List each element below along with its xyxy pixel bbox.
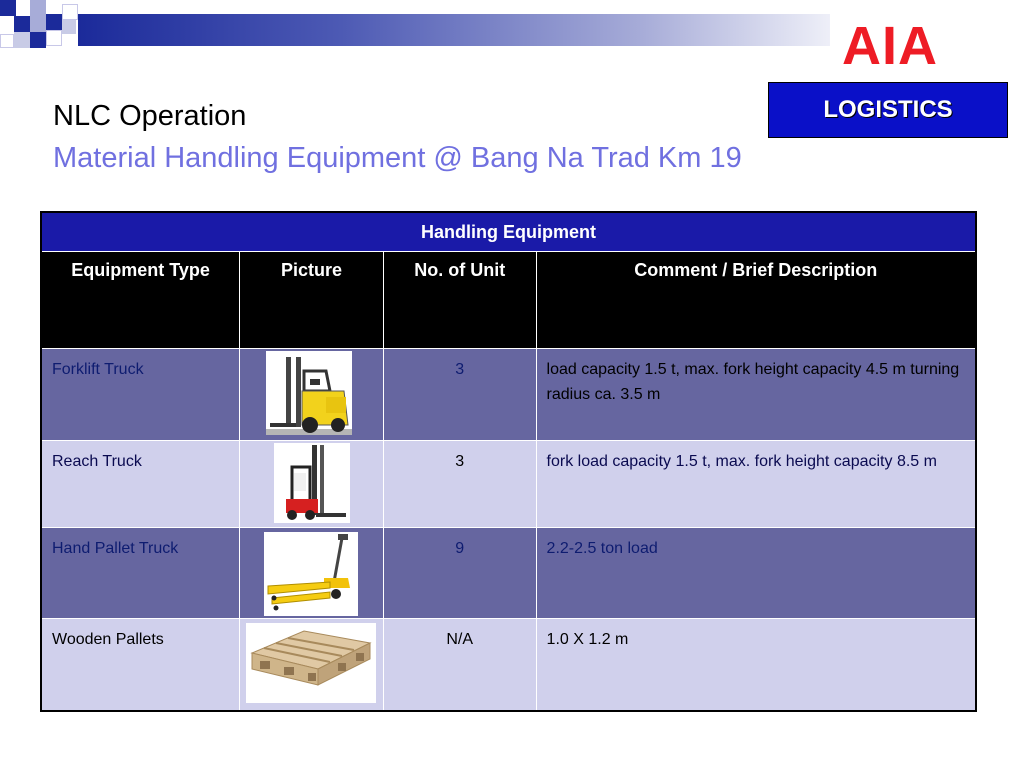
forklift-icon [266, 351, 352, 435]
top-gradient-bar [78, 14, 830, 46]
equipment-type: Reach Truck [41, 441, 240, 528]
column-header-type: Equipment Type [41, 252, 240, 349]
table-caption-row [41, 212, 976, 252]
unit-count: 3 [383, 349, 536, 441]
logo-brand: AIA [842, 16, 938, 76]
table-row [41, 528, 976, 619]
column-header-comment: Comment / Brief Description [536, 252, 976, 349]
hand-pallet-truck-icon [264, 532, 358, 616]
unit-count: 3 [383, 441, 536, 528]
equipment-comment: 2.2-2.5 ton load [536, 528, 976, 619]
unit-count: 9 [383, 528, 536, 619]
equipment-comment: load capacity 1.5 t, max. fork height capacity 4.5 m turning radius ca. 3.5 m [536, 349, 976, 441]
page-subtitle: Material Handling Equipment @ Bang Na Trad Km 19 [53, 142, 742, 174]
table-row [41, 619, 976, 711]
equipment-type: Hand Pallet Truck [41, 528, 240, 619]
table-row [41, 349, 976, 441]
equipment-picture [240, 441, 384, 528]
table-caption: Handling Equipment [41, 212, 976, 252]
page-title: NLC Operation [53, 100, 247, 132]
equipment-table [40, 211, 977, 712]
equipment-type: Forklift Truck [41, 349, 240, 441]
unit-count: N/A [383, 619, 536, 711]
equipment-comment: 1.0 X 1.2 m [536, 619, 976, 711]
wooden-pallet-icon [246, 623, 376, 703]
equipment-picture [240, 528, 384, 619]
logo-tagline: LOGISTICS [768, 82, 1008, 138]
reach-truck-icon [274, 443, 350, 523]
equipment-picture [240, 349, 384, 441]
table-header-row [41, 252, 976, 349]
equipment-type: Wooden Pallets [41, 619, 240, 711]
table-row [41, 441, 976, 528]
column-header-units: No. of Unit [383, 252, 536, 349]
equipment-picture [240, 619, 384, 711]
equipment-comment: fork load capacity 1.5 t, max. fork height capacity 8.5 m [536, 441, 976, 528]
column-header-picture: Picture [240, 252, 384, 349]
